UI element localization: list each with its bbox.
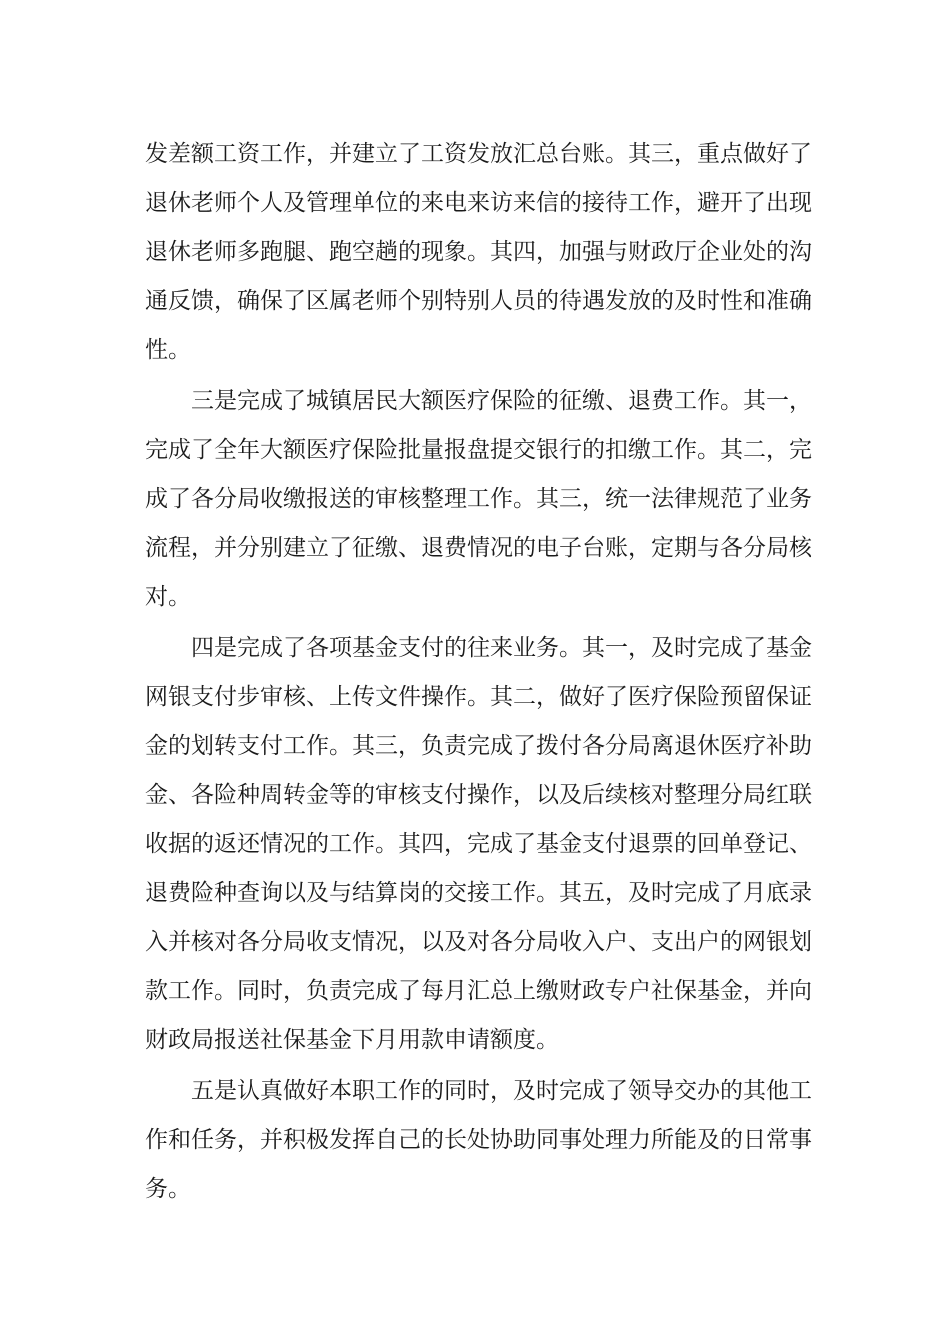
text-line: 网银支付步审核、上传文件操作。其二，做好了医疗保险预留保证	[145, 684, 812, 710]
text-line: 财政局报送社保基金下月用款申请额度。	[145, 1027, 559, 1053]
text-line: 发差额工资工作，并建立了工资发放汇总台账。其三，重点做好了	[145, 141, 812, 167]
text-line: 金的划转支付工作。其三，负责完成了拨付各分局离退休医疗补助	[145, 733, 812, 759]
text-line: 务。	[145, 1176, 191, 1202]
text-line: 作和任务，并积极发挥自己的长处协助同事处理力所能及的日常事	[145, 1127, 812, 1153]
text-line: 成了各分局收缴报送的审核整理工作。其三，统一法律规范了业务	[145, 486, 812, 512]
text-line: 退休老师个人及管理单位的来电来访来信的接待工作，避开了出现	[145, 190, 812, 216]
text-line: 金、各险种周转金等的审核支付操作，以及后续核对整理分局红联	[145, 782, 812, 808]
paragraph-start-line: 三是完成了城镇居民大额医疗保险的征缴、退费工作。其一，	[191, 388, 812, 414]
text-line: 退休老师多跑腿、跑空趟的现象。其四，加强与财政厅企业处的沟	[145, 239, 812, 265]
text-line: 退费险种查询以及与结算岗的交接工作。其五，及时完成了月底录	[145, 880, 812, 906]
paragraph-start-line: 五是认真做好本职工作的同时，及时完成了领导交办的其他工	[191, 1078, 812, 1104]
text-line: 对。	[145, 584, 191, 610]
text-line: 通反馈，确保了区属老师个别特别人员的待遇发放的及时性和准确	[145, 288, 812, 314]
text-line: 完成了全年大额医疗保险批量报盘提交银行的扣缴工作。其二，完	[145, 437, 812, 463]
text-line: 入并核对各分局收支情况，以及对各分局收入户、支出户的网银划	[145, 929, 812, 955]
text-line: 流程，并分别建立了征缴、退费情况的电子台账，定期与各分局核	[145, 535, 812, 561]
text-line: 性。	[145, 337, 191, 363]
text-line: 款工作。同时，负责完成了每月汇总上缴财政专户社保基金，并向	[145, 978, 812, 1004]
text-line: 收据的返还情况的工作。其四，完成了基金支付退票的回单登记、	[145, 831, 812, 857]
paragraph-start-line: 四是完成了各项基金支付的往来业务。其一，及时完成了基金	[191, 635, 812, 661]
